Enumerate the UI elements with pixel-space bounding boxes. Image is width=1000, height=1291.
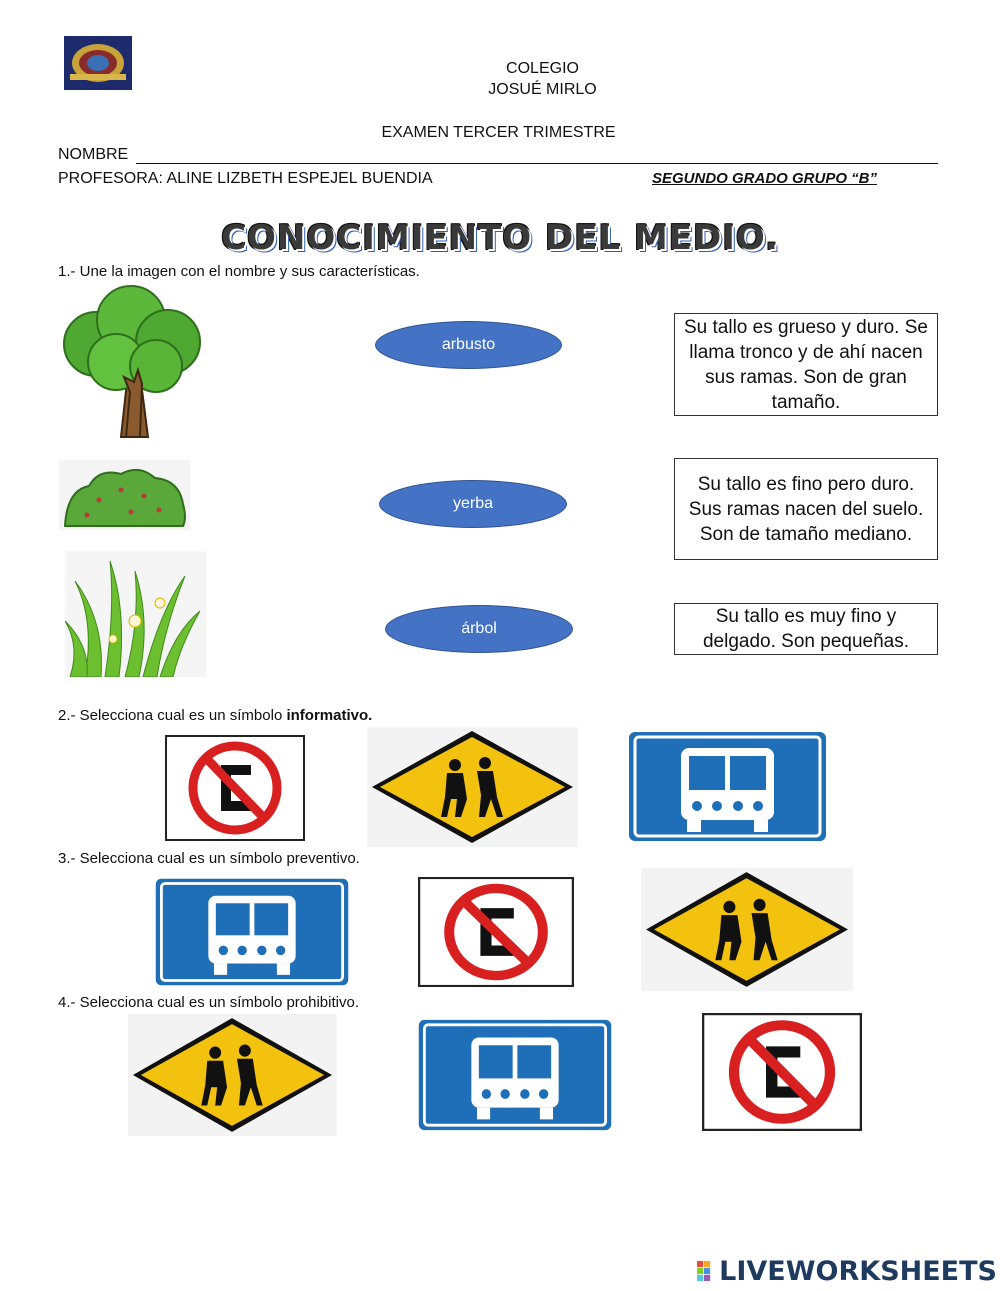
- no-parking-sign[interactable]: [702, 1013, 862, 1131]
- page-title: CONOCIMIENTO DEL MEDIO.: [221, 218, 779, 258]
- exam-title: EXAMEN TERCER TRIMESTRE: [381, 124, 616, 141]
- liveworksheets-logo: [697, 1256, 997, 1286]
- grass-image: [65, 551, 206, 677]
- teacher-line: PROFESORA: ALINE LIZBETH ESPEJEL BUENDIA: [58, 170, 433, 187]
- description-box-3[interactable]: Su tallo es muy fino y delgado. Son pequeñas.: [674, 603, 938, 655]
- question-3-prompt: 3.- Selecciona cual es un símbolo preventivo.: [58, 850, 360, 867]
- bus-stop-sign[interactable]: [621, 726, 834, 847]
- tree-image: [56, 282, 206, 440]
- no-parking-sign[interactable]: [418, 877, 574, 987]
- question-2-prompt: [58, 707, 372, 724]
- pedestrian-crossing-sign[interactable]: [128, 1014, 337, 1136]
- liveworksheets-brand: LIVEWORKSHEETS: [719, 1255, 997, 1287]
- oval-arbusto[interactable]: arbusto: [375, 321, 562, 369]
- oval-arbol[interactable]: árbol: [385, 605, 573, 653]
- bus-stop-sign[interactable]: [415, 1016, 615, 1134]
- pedestrian-crossing-sign[interactable]: [641, 868, 853, 991]
- name-underline[interactable]: [136, 163, 938, 164]
- no-parking-sign[interactable]: [165, 735, 305, 841]
- question-2-prompt-bold: informativo.: [286, 707, 373, 724]
- question-1-prompt: 1.- Une la imagen con el nombre y sus características.: [58, 263, 420, 280]
- bus-stop-sign[interactable]: [152, 875, 352, 989]
- oval-yerba[interactable]: yerba: [379, 480, 567, 528]
- name-label: NOMBRE: [58, 146, 129, 163]
- bush-image: [59, 460, 190, 530]
- school-line-1: COLEGIO: [506, 60, 579, 77]
- question-2-prompt-text: 2.- Selecciona cual es un símbolo: [58, 707, 287, 724]
- question-4-prompt: 4.- Selecciona cual es un símbolo prohibitivo.: [58, 994, 359, 1011]
- description-box-1[interactable]: Su tallo es grueso y duro. Se llama tronco y de ahí nacen sus ramas. Son de gran tamaño.: [674, 313, 938, 416]
- liveworksheets-icon: [697, 1258, 717, 1284]
- pedestrian-crossing-sign[interactable]: [367, 727, 578, 847]
- description-box-2[interactable]: Su tallo es fino pero duro. Sus ramas nacen del suelo. Son de tamaño mediano.: [674, 458, 938, 560]
- school-line-2: JOSUÉ MIRLO: [488, 81, 597, 98]
- grade-group: SEGUNDO GRADO GRUPO “B”: [652, 170, 878, 187]
